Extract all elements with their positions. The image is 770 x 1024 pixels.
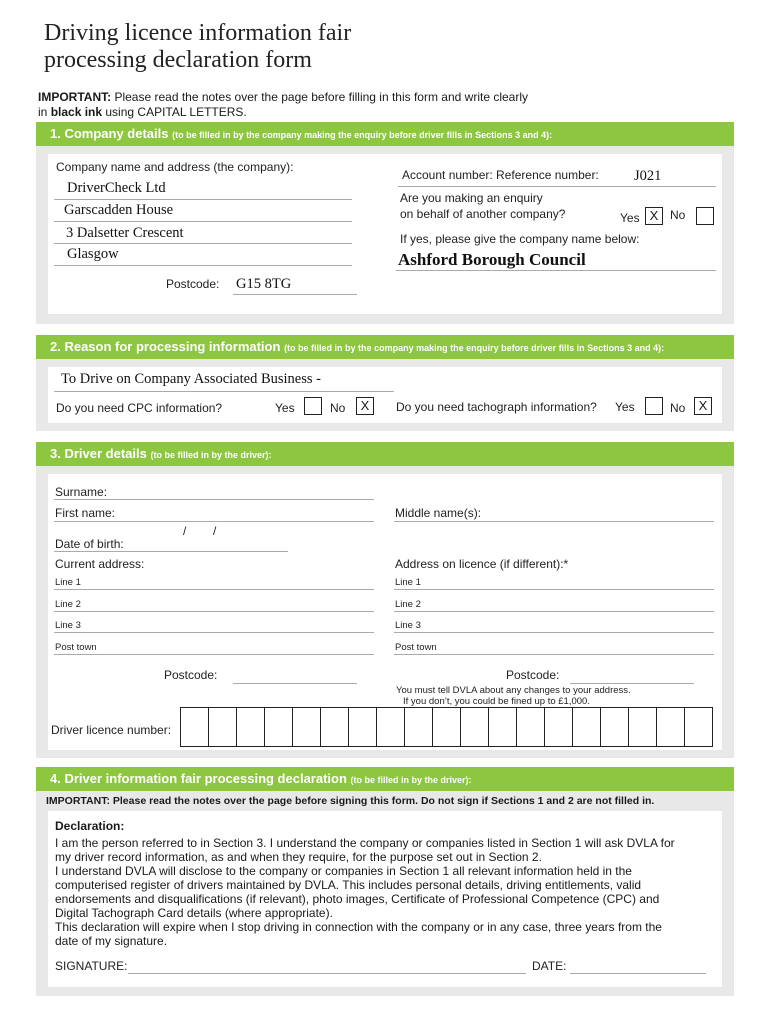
- company-address-line-2[interactable]: 3 Dalsetter Crescent: [66, 225, 184, 241]
- section2-note: (to be filled in by the company making the enquiry before driver fills in Sections 3 and 4):: [284, 343, 665, 353]
- tacho-yes-label: Yes: [615, 400, 635, 414]
- licence-digit-4[interactable]: [265, 707, 293, 747]
- reason-value[interactable]: To Drive on Company Associated Business -: [61, 371, 321, 387]
- declaration-title: Declaration:: [55, 819, 125, 833]
- dob-sep-1: /: [183, 524, 187, 538]
- declaration-line: I understand DVLA will disclose to the company or companies in Section 1 all relevant information held in the: [55, 864, 632, 878]
- surname-label: Surname:: [55, 485, 108, 499]
- date-line[interactable]: [570, 973, 706, 974]
- licence-digit-1[interactable]: [181, 707, 209, 747]
- licence-post-town: Post town: [395, 642, 437, 653]
- enquiry-line-2: on behalf of another company?: [400, 207, 566, 221]
- section4-header: [36, 767, 734, 791]
- date-label: DATE:: [532, 959, 567, 973]
- current-postcode-label: Postcode:: [164, 668, 218, 682]
- company-postcode-value[interactable]: G15 8TG: [236, 276, 292, 292]
- cpc-no-checkbox[interactable]: X: [356, 397, 374, 415]
- tacho-no-label: No: [670, 401, 686, 415]
- licence-digit-10[interactable]: [433, 707, 461, 747]
- licence-digit-2[interactable]: [209, 707, 237, 747]
- tacho-label: Do you need tachograph information?: [396, 400, 597, 414]
- company-address-line-3[interactable]: Glasgow: [67, 246, 119, 262]
- if-yes-label: If yes, please give the company name below:: [400, 232, 640, 246]
- signature-label: SIGNATURE:: [55, 959, 128, 973]
- company-label: Company name and address (the company):: [56, 160, 294, 174]
- licence-digit-7[interactable]: [349, 707, 377, 747]
- section1-box: [48, 154, 722, 314]
- declaration-line: my driver record information, as and when they require, for the purpose set out in Section 2.: [55, 850, 542, 864]
- licence-digit-16[interactable]: [601, 707, 629, 747]
- enquiry-line-1: Are you making an enquiry: [400, 191, 543, 205]
- declaration-line: Digital Tachograph Card details (where appropriate).: [55, 906, 333, 920]
- section4-heading: 4. Driver information fair processing declaration: [50, 771, 347, 786]
- section3-panel: [36, 466, 734, 758]
- section4-panel: [36, 791, 734, 996]
- section2-header: [36, 335, 734, 359]
- tacho-no-checkbox[interactable]: X: [694, 397, 712, 415]
- company-name-value[interactable]: DriverCheck Ltd: [67, 180, 166, 196]
- licence-number-boxes: [180, 707, 724, 747]
- enquiry-no-label: No: [670, 208, 686, 222]
- declaration-line: endorsements and disqualifications (if relevant), photo images, Certificate of Professional Competence (CPC) and: [55, 892, 660, 906]
- section4-important: IMPORTANT: Please read the notes over the page before signing this form. Do not sign if Sections 1 and 2 are not filled in.: [46, 795, 655, 807]
- licence-digit-12[interactable]: [489, 707, 517, 747]
- section4-box: [48, 811, 722, 987]
- section1-note: (to be filled in by the company making the enquiry before driver fills in Sections 3 and 4):: [172, 130, 553, 140]
- section3-heading: 3. Driver details: [50, 446, 147, 461]
- cpc-yes-label: Yes: [275, 401, 295, 415]
- current-line-1: Line 1: [55, 577, 81, 588]
- licence-digit-11[interactable]: [461, 707, 489, 747]
- cpc-yes-checkbox[interactable]: [304, 397, 322, 415]
- tacho-yes-checkbox[interactable]: [645, 397, 663, 415]
- cpc-label: Do you need CPC information?: [56, 401, 223, 415]
- section4-note: (to be filled in by the driver):: [350, 775, 472, 785]
- other-company-value[interactable]: Ashford Borough Council: [398, 250, 586, 269]
- section2-panel: [36, 359, 734, 431]
- account-value[interactable]: J021: [634, 168, 662, 184]
- declaration-line: This declaration will expire when I stop driving in connection with the company or in any case, three years from the: [55, 920, 662, 934]
- intro-text-2a: in: [38, 105, 51, 119]
- licence-line-1: Line 1: [395, 577, 421, 588]
- licence-postcode-label: Postcode:: [506, 668, 560, 682]
- licence-digit-15[interactable]: [573, 707, 601, 747]
- section2-box: [48, 367, 722, 423]
- title-line-2: processing declaration form: [44, 47, 312, 73]
- section2-heading: 2. Reason for processing information: [50, 339, 281, 354]
- declaration-text: [55, 836, 719, 948]
- current-line-2: Line 2: [55, 599, 81, 610]
- form-title: [44, 20, 351, 74]
- intro-text: [38, 90, 598, 120]
- licence-address-label: Address on licence (if different):*: [395, 557, 569, 571]
- licence-digit-18[interactable]: [657, 707, 685, 747]
- enquiry-yes-label: Yes: [620, 211, 640, 225]
- section3-note: (to be filled in by the driver):: [150, 450, 272, 460]
- intro-important: IMPORTANT:: [38, 90, 112, 104]
- licence-digit-19[interactable]: [685, 707, 713, 747]
- declaration-line: computerised register of drivers maintained by DVLA. This includes personal details, driving entitlements, valid: [55, 878, 642, 892]
- dvla-note-2: If you don’t, you could be fined up to £1,000.: [403, 696, 590, 707]
- licence-digit-14[interactable]: [545, 707, 573, 747]
- intro-text-2b: using CAPITAL LETTERS.: [102, 105, 247, 119]
- licence-number-label: Driver licence number:: [51, 723, 172, 737]
- company-address-line-1[interactable]: Garscadden House: [64, 202, 174, 218]
- dob-sep-2: /: [213, 524, 217, 538]
- section1-panel: [36, 146, 734, 324]
- enquiry-yes-checkbox[interactable]: X: [645, 207, 663, 225]
- licence-digit-13[interactable]: [517, 707, 545, 747]
- licence-line-2: Line 2: [395, 599, 421, 610]
- cpc-no-label: No: [330, 401, 346, 415]
- intro-text-1: Please read the notes over the page before filling in this form and write clearly: [111, 90, 529, 104]
- first-name-label: First name:: [55, 506, 116, 520]
- intro-black-ink: black ink: [50, 105, 103, 119]
- middle-names-label: Middle name(s):: [395, 506, 482, 520]
- declaration-line: date of my signature.: [55, 934, 168, 948]
- licence-line-3: Line 3: [395, 620, 421, 631]
- company-postcode-label: Postcode:: [166, 277, 220, 291]
- section1-heading: 1. Company details: [50, 126, 169, 141]
- title-line-1: Driving licence information fair: [44, 20, 352, 46]
- signature-line[interactable]: [128, 973, 526, 974]
- enquiry-no-checkbox[interactable]: [696, 207, 714, 225]
- current-line-3: Line 3: [55, 620, 81, 631]
- declaration-line: I am the person referred to in Section 3. I understand the company or companies listed in Section 1 will ask DVLA for: [55, 836, 675, 850]
- dvla-note-1: You must tell DVLA about any changes to your address.: [396, 685, 631, 696]
- current-address-label: Current address:: [55, 557, 145, 571]
- licence-digit-8[interactable]: [377, 707, 405, 747]
- section3-header: [36, 442, 734, 466]
- licence-digit-17[interactable]: [629, 707, 657, 747]
- licence-digit-9[interactable]: [405, 707, 433, 747]
- dob-label: Date of birth:: [55, 537, 124, 551]
- account-label: Account number: Reference number:: [402, 168, 599, 182]
- current-post-town: Post town: [55, 642, 97, 653]
- licence-digit-5[interactable]: [293, 707, 321, 747]
- licence-digit-6[interactable]: [321, 707, 349, 747]
- licence-digit-3[interactable]: [237, 707, 265, 747]
- section1-header: [36, 122, 734, 146]
